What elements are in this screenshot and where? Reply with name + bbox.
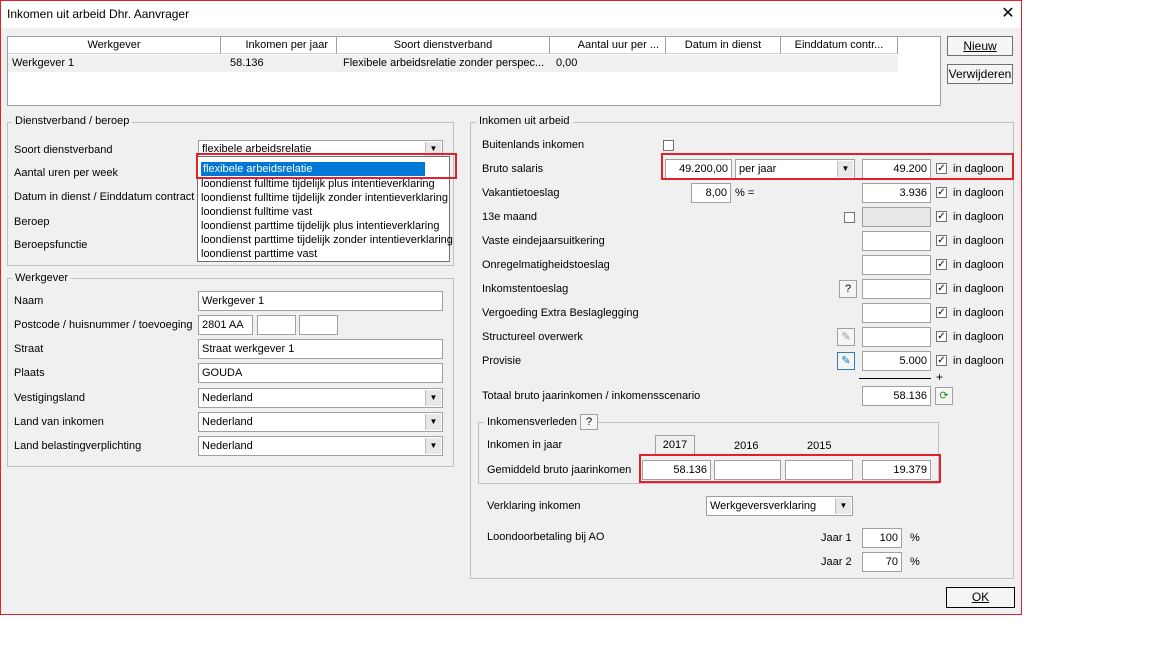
bruto-amount-field[interactable]: 49.200,00	[665, 159, 732, 179]
row-beslaglegging-label: Vergoeding Extra Beslaglegging	[482, 307, 639, 319]
grid-cell-soort: Flexibele arbeidsrelatie zonder perspec...	[343, 57, 545, 69]
uren-label: Aantal uren per week	[14, 167, 118, 179]
bruto-dagloon-checkbox[interactable]: ✓	[937, 163, 946, 174]
provisie-dagloon-checkbox[interactable]: ✓	[937, 355, 946, 366]
grid-header-einddatum[interactable]: Einddatum contr...	[781, 37, 898, 54]
buitenlands-checkbox[interactable]	[663, 140, 674, 151]
row-provisie-label: Provisie	[482, 355, 522, 367]
eindejaar-dagloon-checkbox[interactable]: ✓	[937, 235, 946, 246]
list-item[interactable]: loondienst parttime vast	[201, 248, 318, 260]
jaar2-pct: %	[910, 556, 920, 568]
grid-header-uren[interactable]: Aantal uur per ...	[550, 37, 666, 54]
vakantie-total-field[interactable]: 3.936	[862, 183, 931, 203]
list-item[interactable]: loondienst parttime tijdelijk plus intentieverklaring	[201, 220, 440, 232]
dienstverband-title: Dienstverband / beroep	[12, 115, 132, 127]
straat-field[interactable]: Straat werkgever 1	[198, 339, 443, 359]
bruto-label: Bruto salaris	[482, 163, 544, 175]
inkomstentoeslag-help-button[interactable]: ?	[839, 280, 857, 298]
werkgever-title: Werkgever	[12, 272, 71, 284]
delete-button[interactable]: Verwijderen	[947, 64, 1013, 84]
row-eindejaar-label: Vaste eindejaarsuitkering	[482, 235, 605, 247]
year-2016: 2016	[734, 440, 759, 452]
naam-label: Naam	[14, 295, 44, 307]
beroep-label: Beroep	[14, 216, 50, 228]
onregelmatig-dagloon-label: in dagloon	[953, 259, 1004, 271]
grid-header-soort[interactable]: Soort dienstverband	[337, 37, 550, 54]
plaats-field[interactable]: GOUDA	[198, 363, 443, 383]
inkomstentoeslag-field[interactable]	[862, 279, 931, 299]
land-inkomen-select[interactable]	[198, 412, 443, 432]
highlight-selected-option	[196, 153, 457, 179]
land-belasting-select[interactable]	[198, 436, 443, 456]
13e-maand-dagloon-checkbox[interactable]: ✓	[937, 211, 946, 222]
plus-sign: +	[936, 370, 944, 384]
employer-grid[interactable]	[7, 36, 941, 106]
window-title: Inkomen uit arbeid Dhr. Aanvrager	[7, 7, 190, 21]
close-icon[interactable]: ✕	[1001, 5, 1015, 22]
inkomensverleden-help-button[interactable]: ?	[580, 414, 598, 430]
jaar1-label: Jaar 1	[821, 532, 852, 544]
list-item[interactable]: flexibele arbeidsrelatie	[201, 162, 425, 176]
overwerk-dagloon-checkbox[interactable]: ✓	[937, 331, 946, 342]
edit-icon[interactable]: ✎	[837, 352, 855, 370]
onregelmatig-dagloon-checkbox[interactable]: ✓	[937, 259, 946, 270]
grid-header-datum[interactable]: Datum in dienst	[666, 37, 781, 54]
chevron-down-icon[interactable]: ▼	[835, 498, 851, 514]
sum-line	[859, 378, 931, 379]
edit-icon[interactable]: ✎	[837, 328, 855, 346]
postcode-field[interactable]: 2801 AA	[198, 315, 253, 335]
eindejaar-field[interactable]	[862, 231, 931, 251]
chevron-down-icon[interactable]: ▼	[425, 390, 441, 406]
vakantie-pct-field[interactable]: 8,00	[691, 183, 731, 203]
chevron-down-icon[interactable]: ▼	[425, 438, 441, 454]
land-belasting-label: Land belastingverplichting	[14, 440, 142, 452]
gemiddeld-label: Gemiddeld bruto jaarinkomen	[487, 464, 632, 476]
list-item[interactable]: loondienst parttime tijdelijk zonder intentieverklaring	[201, 234, 453, 246]
chevron-down-icon[interactable]: ▼	[425, 142, 441, 156]
chevron-down-icon[interactable]: ▼	[837, 161, 853, 177]
vakantie-dagloon-checkbox[interactable]: ✓	[937, 187, 946, 198]
jaar1-field[interactable]: 100	[862, 528, 902, 548]
straat-label: Straat	[14, 343, 44, 355]
toevoeging-field[interactable]	[299, 315, 338, 335]
soort-dienstverband-value: flexibele arbeidsrelatie	[202, 143, 312, 155]
totaal-field[interactable]: 58.136	[862, 386, 931, 406]
vakantie-label: Vakantietoeslag	[482, 187, 560, 199]
verklaring-label: Verklaring inkomen	[487, 500, 581, 512]
postcode-label: Postcode / huisnummer / toevoeging	[14, 319, 193, 331]
totaal-label: Totaal bruto jaarinkomen / inkomensscenario	[482, 390, 701, 402]
land-belasting-value: Nederland	[202, 440, 253, 452]
verklaring-value: Werkgeversverklaring	[710, 500, 817, 512]
huisnummer-field[interactable]	[257, 315, 296, 335]
grid-cell-uren: 0,00	[556, 57, 578, 69]
vestigingsland-label: Vestigingsland	[14, 392, 85, 404]
jaar2-label: Jaar 2	[821, 556, 852, 568]
plaats-label: Plaats	[14, 367, 45, 379]
highlight-bruto-salaris	[661, 153, 1014, 180]
inkomstentoeslag-dagloon-checkbox[interactable]: ✓	[937, 283, 946, 294]
provisie-field[interactable]: 5.000	[862, 351, 931, 371]
gemiddeld-field[interactable]: 19.379	[862, 460, 931, 480]
list-item[interactable]: loondienst fulltime tijdelijk plus intentieverklaring	[201, 178, 435, 190]
inkomen-in-jaar-label: Inkomen in jaar	[487, 439, 563, 451]
row-overwerk-label: Structureel overwerk	[482, 331, 583, 343]
provisie-dagloon-label: in dagloon	[953, 355, 1004, 367]
land-inkomen-label: Land van inkomen	[14, 416, 104, 428]
onregelmatig-field[interactable]	[862, 255, 931, 275]
overwerk-dagloon-label: in dagloon	[953, 331, 1004, 343]
title-bar	[1, 1, 1021, 28]
row-13e-maand-label: 13e maand	[482, 211, 538, 223]
13e-maand-checkbox[interactable]	[844, 212, 855, 223]
refresh-icon[interactable]: ⟳	[935, 387, 953, 405]
inkomensverleden-title: Inkomensverleden	[484, 416, 580, 428]
beslaglegging-field[interactable]	[862, 303, 931, 323]
inkomstentoeslag-dagloon-label: in dagloon	[953, 283, 1004, 295]
row-onregelmatig-label: Onregelmatigheidstoeslag	[482, 259, 610, 271]
inkomen-title: Inkomen uit arbeid	[476, 115, 573, 127]
beroepsfunctie-label: Beroepsfunctie	[14, 239, 88, 251]
datum-label: Datum in dienst / Einddatum contract	[14, 191, 195, 203]
naam-field[interactable]: Werkgever 1	[198, 291, 443, 311]
jaar1-pct: %	[910, 532, 920, 544]
vakantie-pct-sign: % =	[735, 187, 755, 199]
bruto-period-value: per jaar	[739, 163, 777, 175]
vakantie-dagloon-label: in dagloon	[953, 187, 1004, 199]
year-2017: 2017	[655, 435, 695, 455]
list-item[interactable]: loondienst fulltime vast	[201, 206, 313, 218]
vestigingsland-select[interactable]	[198, 388, 443, 408]
verklaring-select[interactable]	[706, 496, 853, 516]
jaar2-field[interactable]: 70	[862, 552, 902, 572]
verleden-2017-field[interactable]: 58.136	[642, 460, 711, 480]
ok-button[interactable]	[946, 587, 1015, 608]
grid-cell-werkgever: Werkgever 1	[12, 57, 75, 69]
buitenlands-label: Buitenlands inkomen	[482, 139, 585, 151]
land-inkomen-value: Nederland	[202, 416, 253, 428]
overwerk-field[interactable]	[862, 327, 931, 347]
list-item[interactable]: loondienst fulltime tijdelijk zonder intentieverklaring	[201, 192, 449, 204]
bruto-total-field[interactable]: 49.200	[862, 159, 931, 179]
new-button-label: Nieuw	[963, 39, 997, 53]
13e-maand-field[interactable]	[862, 207, 931, 227]
bruto-dagloon-label: in dagloon	[953, 163, 1004, 175]
ok-button-label: OK	[971, 590, 990, 604]
13e-maand-dagloon-label: in dagloon	[953, 211, 1004, 223]
chevron-down-icon[interactable]: ▼	[425, 414, 441, 430]
grid-header-inkomen[interactable]: Inkomen per jaar	[221, 37, 337, 54]
grid-header-werkgever[interactable]: Werkgever	[8, 37, 221, 54]
vestigingsland-value: Nederland	[202, 392, 253, 404]
grid-cell-inkomen: 58.136	[230, 57, 264, 69]
ao-label: Loondoorbetaling bij AO	[487, 531, 605, 543]
highlight-gemiddeld	[639, 454, 941, 483]
eindejaar-dagloon-label: in dagloon	[953, 235, 1004, 247]
new-button[interactable]	[947, 36, 1013, 56]
soort-label: Soort dienstverband	[14, 144, 113, 156]
row-inkomstentoeslag-label: Inkomstentoeslag	[482, 283, 569, 295]
year-2015: 2015	[807, 440, 832, 452]
beslaglegging-dagloon-label: in dagloon	[953, 307, 1004, 319]
beslaglegging-dagloon-checkbox[interactable]: ✓	[937, 307, 946, 318]
